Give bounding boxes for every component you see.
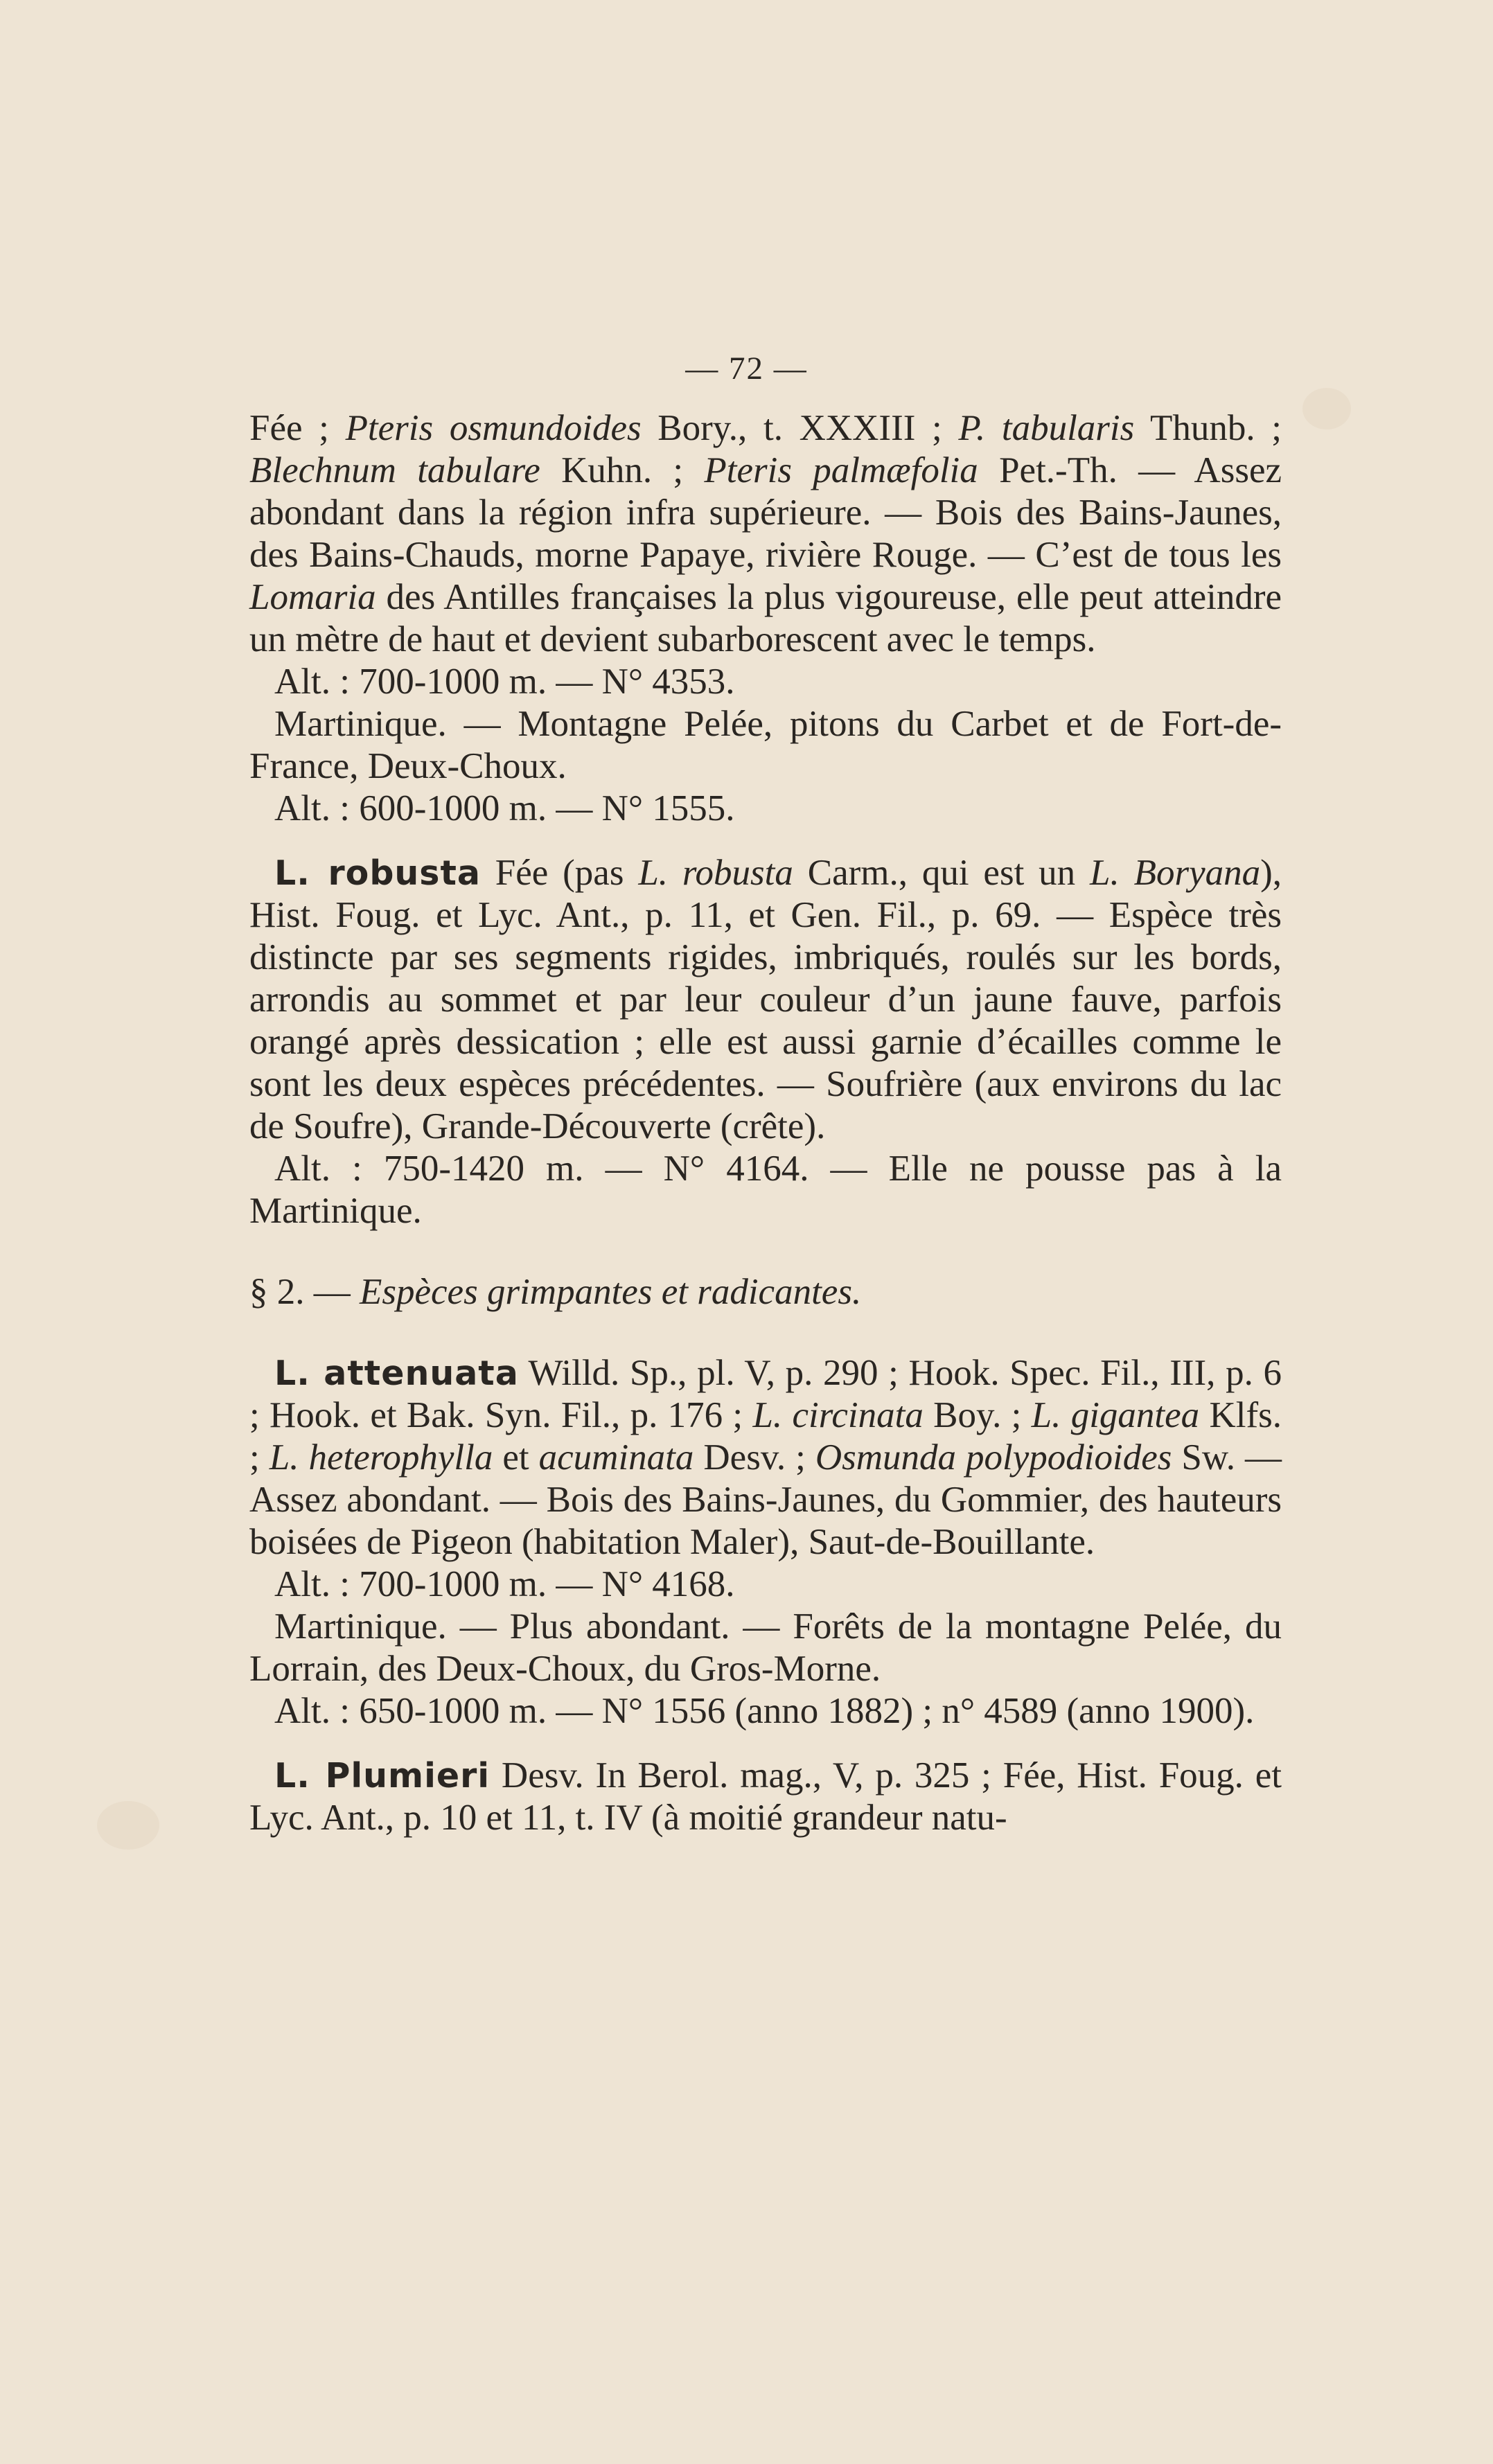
section-heading: § 2. — Espèces grimpantes et radicantes. bbox=[249, 1272, 862, 1312]
paragraph-lomaria-synonymy: Fée ; Pteris osmundoides Bory., t. XXXIII ; P. tabularis Thunb. ; Blechnum tabulare Kuhn. ; Pteris palmæfolia Pet.-Th. — Assez abondant dans la région infra supérieure. — Bois des Bains-Jaunes, des Bains-Chauds, morne Papaye, rivière Rouge. — C’est de tous les Lomaria des Antilles françaises la plus vigoureuse, elle peut atteindre un mètre de haut et devient subarborescent avec le temps. bbox=[249, 408, 1282, 659]
species-name: L. Plumieri bbox=[274, 1756, 491, 1796]
entry-l-plumieri: L. Plumieri Desv. In Berol. mag., V, p. 325 ; Fée, Hist. Foug. et Lyc. Ant., p. 10 et 11, t. IV (à moitié grandeur natu- bbox=[249, 1755, 1282, 1838]
entry-l-robusta: L. robusta Fée (pas L. robusta Carm., qui est un L. Boryana), Hist. Foug. et Lyc. Ant., p. 11, et Gen. Fil., p. 69. — Espèce très distincte par ses segments rigides, imbriqués, roulés sur les bords, arrondis au sommet et par leur couleur d’un jaune fauve, parfois orangé après dessication ; elle est aussi garnie d’écailles comme le sont les deux espèces précédentes. — Soufrière (aux environs du lac de Soufre), Grande-Découverte (crête). bbox=[249, 853, 1282, 1146]
altitude-line: Alt. : 700-1000 m. — N° 4353. bbox=[274, 662, 735, 702]
paper-stain bbox=[97, 1801, 159, 1850]
martinique-locality: Martinique. — Montagne Pelée, pitons du Carbet et de Fort-de-France, Deux-Choux. bbox=[249, 704, 1282, 786]
page-number: — 72 — bbox=[685, 351, 808, 387]
altitude-line: Alt. : 600-1000 m. — N° 1555. bbox=[274, 788, 735, 828]
altitude-line: Alt. : 650-1000 m. — N° 1556 (anno 1882) ; n° 4589 (anno 1900). bbox=[274, 1691, 1255, 1731]
species-name: L. robusta bbox=[274, 853, 481, 893]
altitude-line: Alt. : 750-1420 m. — N° 4164. — Elle ne pousse pas à la Martinique. bbox=[249, 1149, 1282, 1231]
martinique-locality: Martinique. — Plus abondant. — Forêts de la montagne Pelée, du Lorrain, des Deux-Choux, du Gros-Morne. bbox=[249, 1606, 1282, 1689]
paper-stain bbox=[1302, 388, 1351, 429]
entry-l-attenuata: L. attenuata Willd. Sp., pl. V, p. 290 ; Hook. Spec. Fil., III, p. 6 ; Hook. et Bak. Syn. Fil., p. 176 ; L. circinata Boy. ; L. gigantea Klfs. ; L. heterophylla et acuminata Desv. ; Osmunda polypodioides Sw. — Assez abondant. — Bois des Bains-Jaunes, du Gommier, des hauteurs boisées de Pigeon (habitation Maler), Saut-de-Bouillante. bbox=[249, 1353, 1282, 1562]
species-name: L. attenuata bbox=[274, 1354, 519, 1393]
altitude-line: Alt. : 700-1000 m. — N° 4168. bbox=[274, 1564, 735, 1604]
body-text bbox=[249, 407, 1282, 1839]
